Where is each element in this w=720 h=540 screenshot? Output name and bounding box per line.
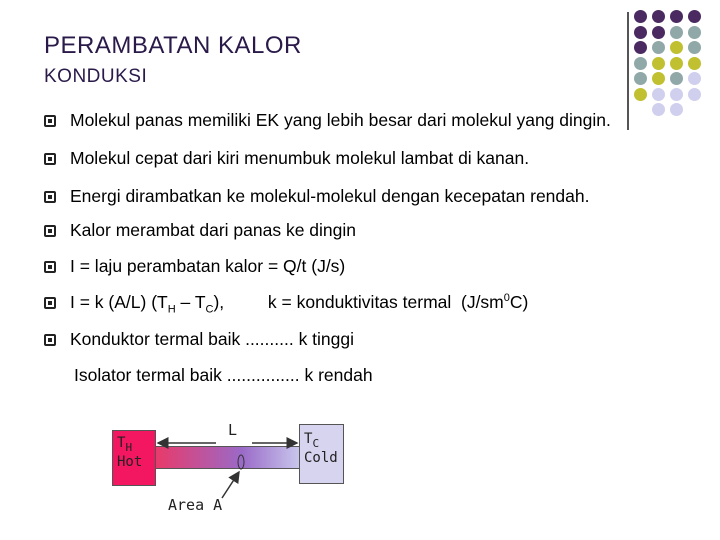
bullet-item: Konduktor termal baik .......... k tinggi [44,329,354,350]
slide-title: PERAMBATAN KALOR [44,32,302,59]
bullet-item: I = laju perambatan kalor = Q/t (J/s) [44,256,345,277]
bullet-item: Energi dirambatkan ke molekul-molekul dengan kecepatan rendah. [44,186,589,207]
area-arrow [222,472,239,498]
bullet-item: Molekul panas memiliki EK yang lebih besar dari molekul yang dingin. [44,110,611,131]
cold-reservoir: $T_C$ Cold [299,424,344,484]
bullet-item: Molekul cepat dari kiri menumbuk molekul lambat di kanan. [44,148,529,169]
slide-subtitle: KONDUKSI [44,66,148,87]
length-label: L [228,421,238,439]
bullet-item-formula: I = k (A/L) $(T_H - T_C)$, k = konduktivitas termal $(J/sm^0C)$ [44,292,528,316]
cross-section-ellipse [238,455,244,469]
bullet-item: Kalor merambat dari panas ke dingin [44,220,356,241]
indented-line: Isolator termal baik ............... k rendah [74,365,373,385]
area-label: Area A [168,496,223,514]
hot-reservoir: $T_H$ Hot [112,430,156,486]
